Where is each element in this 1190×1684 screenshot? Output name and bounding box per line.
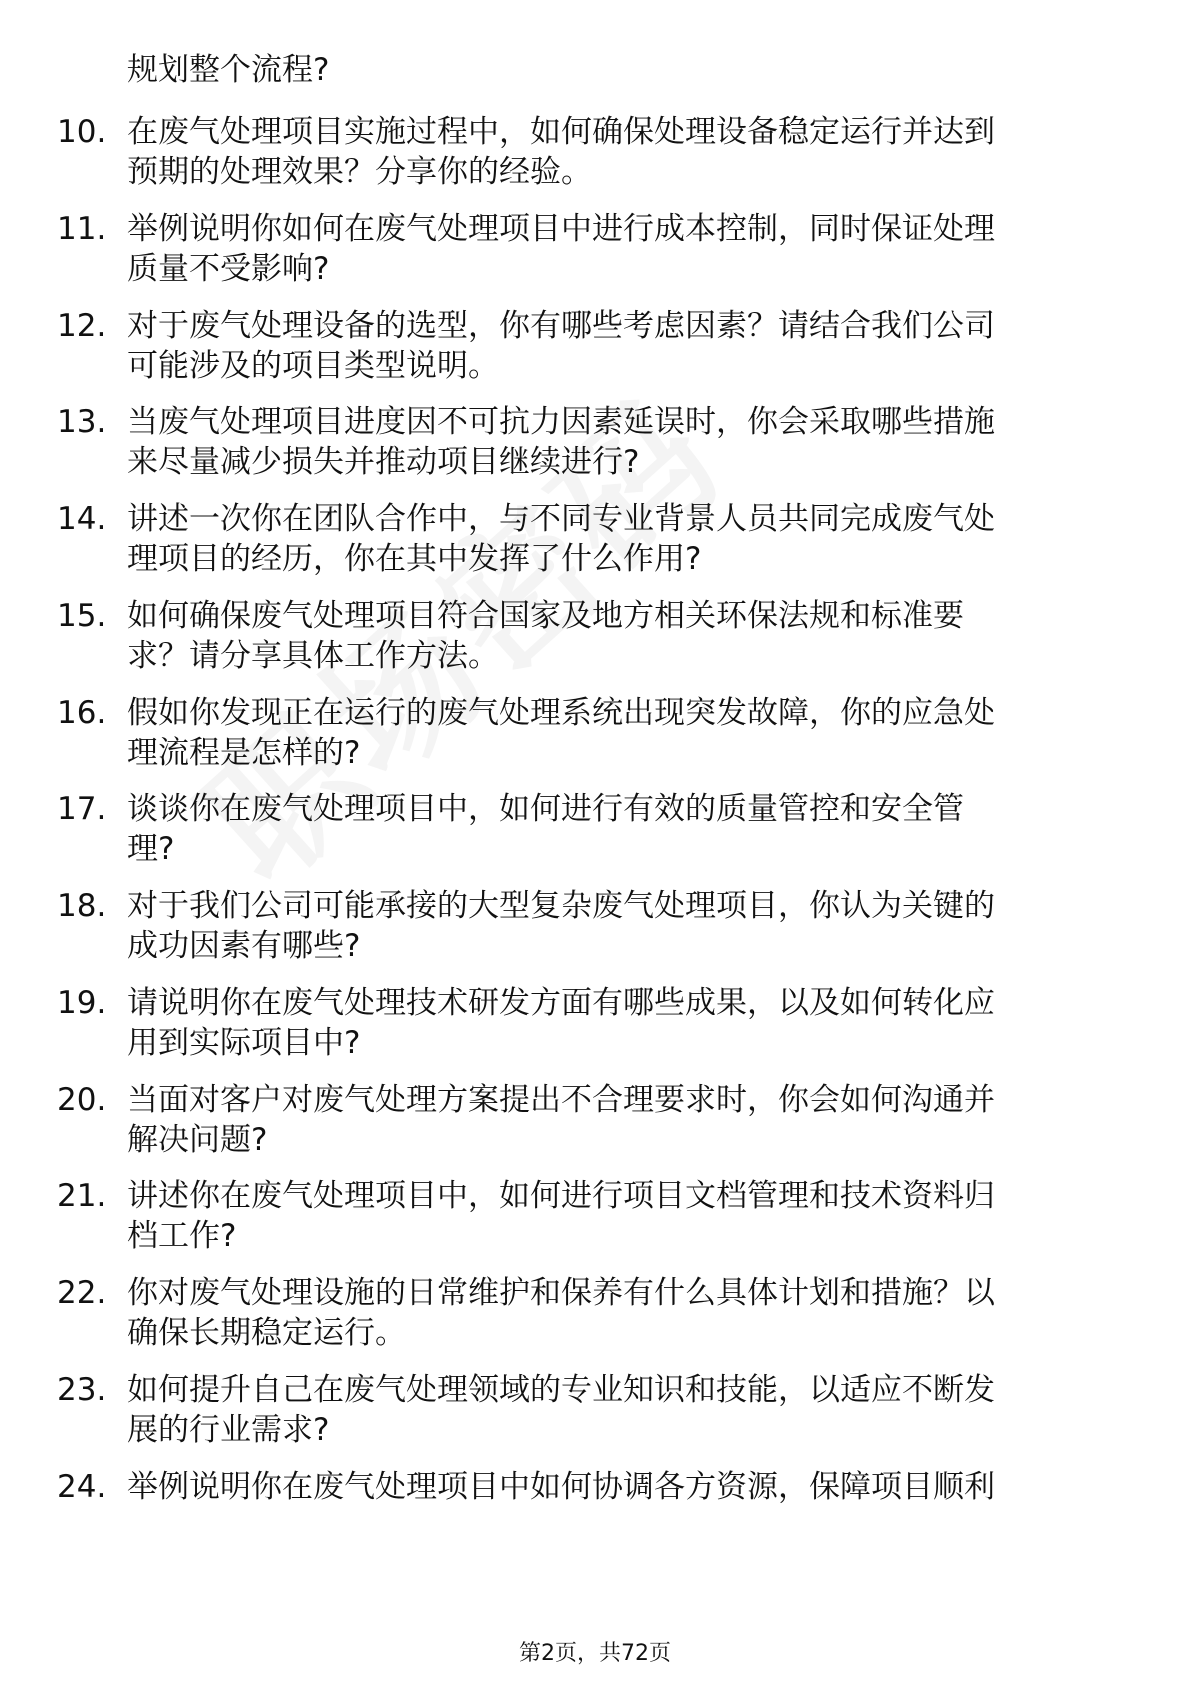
item-text-line: 求？请分享具体工作方法。 — [127, 638, 499, 674]
item-text — [127, 596, 1117, 676]
item-number: 13. — [57, 404, 107, 440]
item-text — [127, 1273, 1117, 1353]
item-number: 14. — [57, 501, 107, 537]
item-text-line: 请说明你在废气处理技术研发方面有哪些成果，以及如何转化应 — [127, 985, 995, 1021]
item-text-line: 来尽量减少损失并推动项目继续进行? — [127, 444, 640, 480]
item-text — [127, 112, 1117, 192]
item-text-line: 当面对客户对废气处理方案提出不合理要求时，你会如何沟通并 — [127, 1082, 995, 1118]
item-text-line: 对于我们公司可能承接的大型复杂废气处理项目，你认为关键的 — [127, 888, 995, 924]
item-number: 23. — [57, 1372, 107, 1408]
item-text-line: 对于废气处理设备的选型，你有哪些考虑因素？请结合我们公司 — [127, 308, 995, 344]
item-number: 19. — [57, 985, 107, 1021]
item-number: 20. — [57, 1082, 107, 1118]
item-number: 16. — [57, 695, 107, 731]
item-text-line: 假如你发现正在运行的废气处理系统出现突发故障，你的应急处 — [127, 695, 995, 731]
item-number: 10. — [57, 114, 107, 150]
item-text-line: 理? — [127, 831, 175, 867]
item-text — [127, 789, 1117, 869]
item-text — [127, 1370, 1117, 1450]
item-text-line: 在废气处理项目实施过程中，如何确保处理设备稳定运行并达到 — [127, 114, 995, 150]
item-text-line: 成功因素有哪些? — [127, 928, 361, 964]
item-text-line: 解决问题? — [127, 1122, 268, 1158]
page-footer: 第2页，共72页 — [519, 1641, 671, 1666]
item-text-line: 展的行业需求? — [127, 1412, 330, 1448]
item-text — [127, 1467, 1117, 1507]
item-text — [127, 1176, 1117, 1256]
item-text — [127, 306, 1117, 386]
item-number: 22. — [57, 1275, 107, 1311]
item-text — [127, 499, 1117, 579]
item-number: 24. — [57, 1469, 107, 1505]
item-text-line: 讲述你在废气处理项目中，如何进行项目文档管理和技术资料归 — [127, 1178, 995, 1214]
item-text-line: 你对废气处理设施的日常维护和保养有什么具体计划和措施？以 — [127, 1275, 995, 1311]
item-text-line: 理项目的经历，你在其中发挥了什么作用? — [127, 541, 702, 577]
item-text — [127, 209, 1117, 289]
item-text-line: 可能涉及的项目类型说明。 — [127, 348, 499, 384]
item-number: 11. — [57, 211, 107, 247]
item-text-line: 用到实际项目中? — [127, 1025, 361, 1061]
item-text-line: 举例说明你在废气处理项目中如何协调各方资源，保障项目顺利 — [127, 1469, 995, 1505]
item-text-line: 理流程是怎样的? — [127, 735, 361, 771]
item-number: 15. — [57, 598, 107, 634]
item-text — [127, 983, 1117, 1063]
item-text-line: 预期的处理效果？分享你的经验。 — [127, 154, 592, 190]
item-text-line: 当废气处理项目进度因不可抗力因素延误时，你会采取哪些措施 — [127, 404, 995, 440]
item-text-line: 举例说明你如何在废气处理项目中进行成本控制，同时保证处理 — [127, 211, 995, 247]
item-text-line: 如何确保废气处理项目符合国家及地方相关环保法规和标准要 — [127, 598, 964, 634]
item-number: 18. — [57, 888, 107, 924]
continuation-line: 规划整个流程? — [127, 52, 330, 88]
item-text-line: 谈谈你在废气处理项目中，如何进行有效的质量管控和安全管 — [127, 791, 964, 827]
item-text-line: 讲述一次你在团队合作中，与不同专业背景人员共同完成废气处 — [127, 501, 995, 537]
item-text — [127, 1080, 1117, 1160]
item-text-line: 确保长期稳定运行。 — [127, 1315, 406, 1351]
item-text-line: 如何提升自己在废气处理领域的专业知识和技能，以适应不断发 — [127, 1372, 995, 1408]
item-text-line: 质量不受影响? — [127, 251, 330, 287]
item-number: 21. — [57, 1178, 107, 1214]
item-text — [127, 402, 1117, 482]
item-text — [127, 886, 1117, 966]
item-number: 17. — [57, 791, 107, 827]
item-text — [127, 693, 1117, 773]
item-text-line: 档工作? — [127, 1218, 237, 1254]
item-number: 12. — [57, 308, 107, 344]
